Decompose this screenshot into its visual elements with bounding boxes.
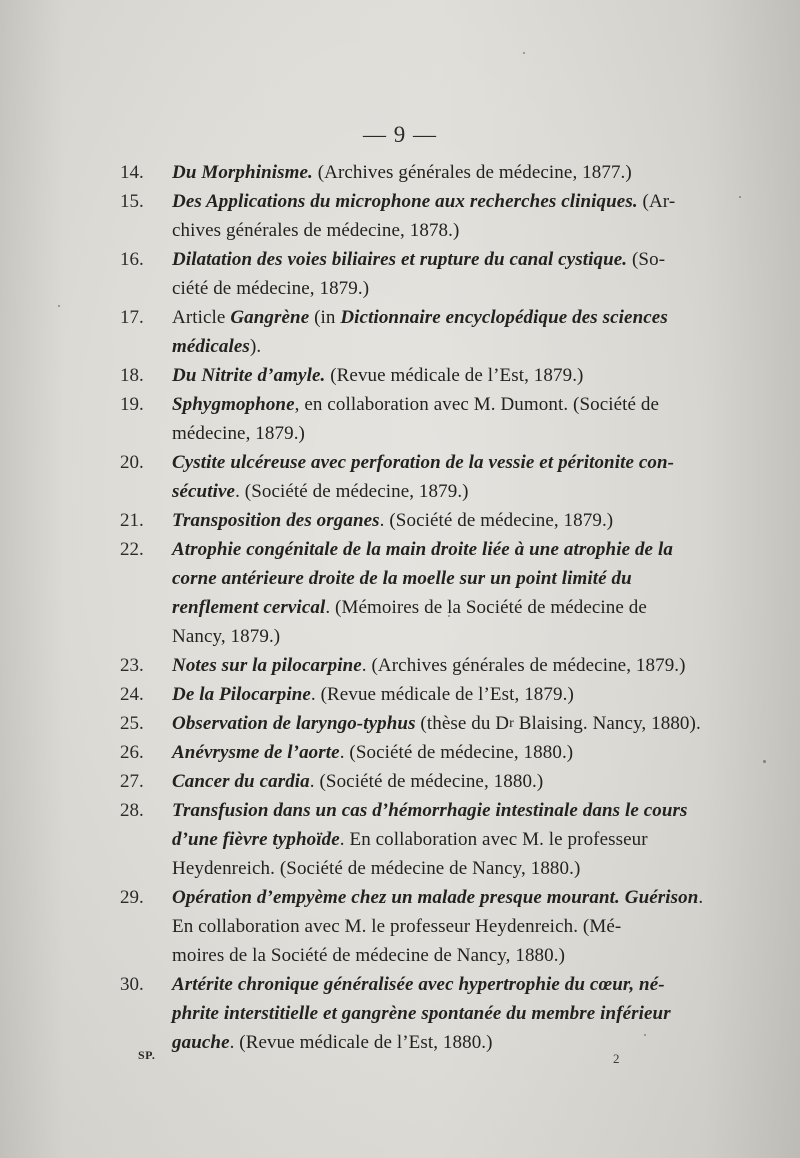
entry-line	[172, 680, 690, 709]
title-text: Anévrysme de l’aorte	[172, 742, 340, 763]
entry-number: 27.	[120, 771, 144, 792]
title-text: renflement cervical	[172, 597, 326, 618]
title-text: médicales	[172, 336, 250, 357]
title-text: Artérite chronique généralisée avec hypertrophie du cœur, né-	[172, 974, 665, 995]
bibliography-entry-18	[120, 361, 690, 390]
citation-text: Nancy, 1879.)	[172, 626, 281, 647]
citation-prefix-text: Article	[172, 307, 231, 328]
title-text: Cancer du cardia	[172, 771, 310, 792]
entry-line	[172, 767, 690, 796]
entry-line	[172, 216, 690, 245]
sheet-number: 2	[613, 1051, 620, 1066]
entry-number: 23.	[120, 655, 144, 676]
entry-number: 28.	[120, 800, 144, 821]
title-text: Notes sur la pilocarpine	[172, 655, 362, 676]
entry-line	[172, 448, 690, 477]
entry-number: 16.	[120, 249, 144, 270]
citation-text: (Ar-	[637, 191, 676, 212]
citation-text: médecine, 1879.)	[172, 423, 305, 444]
bibliography-entry-23	[120, 651, 690, 680]
citation-text: (So-	[627, 249, 666, 270]
citation-text: En collaboration avec M. le professeur Heydenreich. (Mé-	[172, 916, 622, 937]
title-text: De la Pilocarpine	[172, 684, 311, 705]
title-text: Cystite ulcéreuse avec perforation de la vessie et péritonite con-	[172, 452, 675, 473]
entry-number: 26.	[120, 742, 144, 763]
entry-number: 14.	[120, 162, 144, 183]
entry-number: 25.	[120, 713, 144, 734]
entry-number: 22.	[120, 539, 144, 560]
entry-line	[172, 912, 690, 941]
bibliography-entry-26	[120, 738, 690, 767]
entry-line	[172, 158, 690, 187]
bibliography-entry-17	[120, 303, 690, 361]
entry-number: 29.	[120, 887, 144, 908]
bibliography-entry-19	[120, 390, 690, 448]
title-text: Transfusion dans un cas d’hémorrhagie intestinale dans le cours	[172, 800, 688, 821]
page-number: — 9 —	[363, 122, 437, 147]
entry-line	[172, 506, 690, 535]
entry-line	[172, 593, 690, 622]
title-text: Observation de laryngo-typhus	[172, 713, 416, 734]
citation-text: . (Revue médicale de l’Est, 1880.)	[229, 1032, 493, 1053]
bibliography-entry-24	[120, 680, 690, 709]
entry-number: 24.	[120, 684, 144, 705]
entry-line	[172, 187, 690, 216]
signature-mark: SP.	[138, 1048, 156, 1062]
bibliography-entry-28	[120, 796, 690, 883]
bibliography-entry-30	[120, 970, 690, 1057]
entry-line	[172, 390, 690, 419]
entry-line	[172, 651, 690, 680]
entry-line	[172, 854, 690, 883]
entry-number: 19.	[120, 394, 144, 415]
citation-text: . (Archives générales de médecine, 1879.)	[361, 655, 686, 676]
bibliography-entry-25	[120, 709, 701, 738]
title-text: Du Morphinisme.	[172, 162, 313, 183]
entry-line	[172, 564, 690, 593]
citation-text: . (Revue médicale de l’Est, 1879.)	[310, 684, 574, 705]
citation-text: Heydenreich. (Société de médecine de Nancy, 1880.)	[172, 858, 581, 879]
entry-line	[172, 796, 690, 825]
entry-number: 30.	[120, 974, 144, 995]
title-text: Opération d’empyème chez un malade presque mourant. Guérison	[172, 887, 699, 908]
entry-line	[172, 941, 690, 970]
citation-text: chives générales de médecine, 1878.)	[172, 220, 460, 241]
citation-text: (Archives générales de médecine, 1877.)	[312, 162, 632, 183]
citation-text: . (Mémoires de la Société de médecine de	[325, 597, 647, 618]
title-text: sécutive	[172, 481, 236, 502]
paper-speck	[763, 760, 766, 763]
citation-text: . (Société de médecine, 1880.)	[339, 742, 574, 763]
paper-speck	[739, 196, 741, 198]
bibliography-entry-21	[120, 506, 690, 535]
entry-line	[172, 738, 690, 767]
bibliography-entry-22	[120, 535, 690, 651]
bibliography-entry-27	[120, 767, 690, 796]
title-text: Des Applications du microphone aux recherches cliniques.	[172, 191, 638, 212]
paper-speck	[58, 305, 60, 307]
title-text: Atrophie congénitale de la main droite liée à une atrophie de la	[172, 539, 673, 560]
citation-text: ).	[249, 336, 262, 357]
citation-text: moires de la Société de médecine de Nancy, 1880.)	[172, 945, 566, 966]
citation-text: Blaising. Nancy, 1880).	[513, 713, 701, 734]
title-text: Dilatation des voies biliaires et rupture du canal cystique.	[172, 249, 628, 270]
bibliography-entry-15	[120, 187, 690, 245]
entry-line	[172, 825, 690, 854]
title-text: phrite interstitielle et gangrène spontanée du membre inférieur	[172, 1003, 671, 1024]
entry-number: 18.	[120, 365, 144, 386]
entry-line	[172, 622, 690, 651]
citation-text: (Revue médicale de l’Est, 1879.)	[325, 365, 584, 386]
entry-line	[172, 970, 690, 999]
title-text: corne antérieure droite de la moelle sur un point limité du	[172, 568, 632, 589]
citation-text: . (Société de médecine, 1879.)	[235, 481, 469, 502]
entry-line	[172, 361, 690, 390]
bibliography-entry-29	[120, 883, 704, 970]
dictionary-title-text: Dictionnaire encyclopédique des sciences	[340, 307, 668, 328]
entry-line	[172, 999, 690, 1028]
title-text: Gangrène	[230, 307, 310, 328]
entry-line	[172, 477, 690, 506]
entry-number: 20.	[120, 452, 144, 473]
entry-number: 21.	[120, 510, 144, 531]
title-text: Du Nitrite d’amyle.	[172, 365, 326, 386]
title-text: gauche	[172, 1032, 230, 1053]
paper-speck	[523, 52, 525, 54]
entry-number: 15.	[120, 191, 144, 212]
citation-text: (thèse du D	[415, 713, 510, 734]
title-text: d’une fièvre typhoïde	[172, 829, 340, 850]
entry-line	[172, 883, 704, 912]
title-text: Transposition des organes	[172, 510, 380, 531]
bibliography-list	[120, 158, 704, 1057]
entry-line	[172, 419, 690, 448]
entry-number: 17.	[120, 307, 144, 328]
citation-text: .	[698, 887, 704, 908]
entry-line	[172, 303, 690, 332]
citation-text: . (Société de médecine, 1879.)	[379, 510, 614, 531]
title-text: Sphygmophone	[172, 394, 295, 415]
citation-text: . En collaboration avec M. le professeur	[339, 829, 648, 850]
superscript-text: r	[509, 716, 514, 731]
citation-text: , en collaboration avec M. Dumont. (Société de	[294, 394, 660, 415]
bibliography-entry-16	[120, 245, 690, 303]
entry-line	[172, 245, 690, 274]
bibliography-entry-20	[120, 448, 690, 506]
entry-line	[172, 709, 701, 738]
entry-line	[172, 332, 690, 361]
citation-text: (in	[309, 307, 341, 328]
citation-text: . (Société de médecine, 1880.)	[309, 771, 544, 792]
entry-line	[172, 274, 690, 303]
citation-text: ciété de médecine, 1879.)	[172, 278, 370, 299]
bibliography-entry-14	[120, 158, 690, 187]
entry-line	[172, 535, 690, 564]
